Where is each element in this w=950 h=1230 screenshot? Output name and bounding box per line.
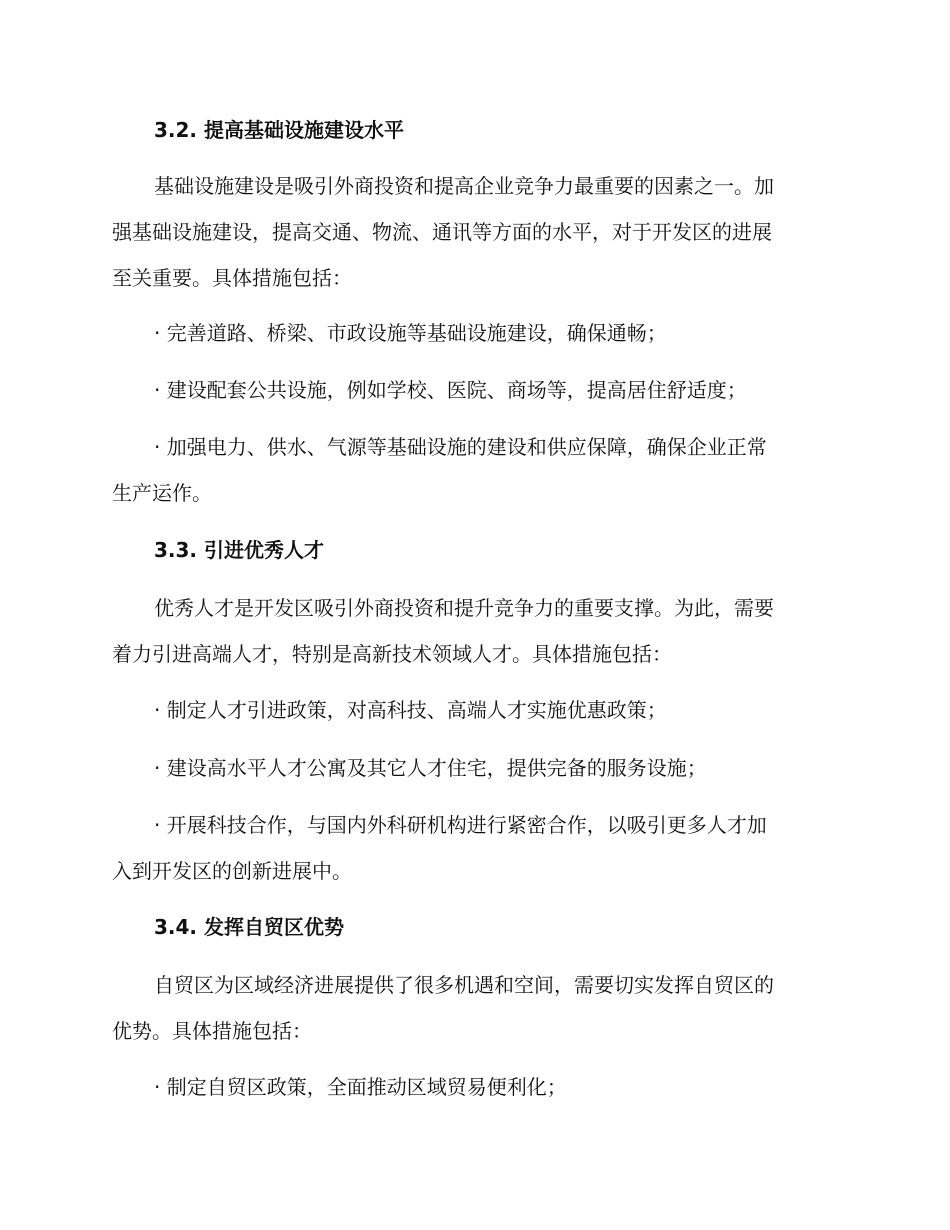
bullet-item	[112, 687, 832, 733]
section-paragraph	[112, 163, 832, 301]
section-paragraph	[112, 585, 832, 677]
section-3-3	[112, 527, 832, 573]
bullet-item	[112, 367, 832, 413]
bullet-text: · 完善道路、桥梁、市政设施等基础设施建设，确保通畅；	[154, 321, 667, 345]
bullet-item	[112, 1064, 832, 1110]
section-heading: 3.2. 提高基础设施建设水平	[154, 118, 404, 142]
bullet-text: · 开展科技合作，与国内外科研机构进行紧密合作，以吸引更多人才加	[154, 813, 767, 837]
paragraph-line: 基础设施建设是吸引外商投资和提高企业竞争力最重要的因素之一。加	[154, 174, 774, 198]
bullet-text: · 建设配套公共设施，例如学校、医院、商场等，提高居住舒适度；	[154, 378, 747, 402]
bullet-item	[112, 802, 832, 894]
bullet-text: · 制定自贸区政策，全面推动区域贸易便利化；	[154, 1075, 567, 1099]
section-heading: 3.4. 发挥自贸区优势	[154, 915, 344, 939]
bullet-item	[112, 424, 832, 516]
paragraph-line: 着力引进高端人才，特别是高新技术领域人才。具体措施包括：	[112, 642, 672, 666]
paragraph-line: 自贸区为区域经济进展提供了很多机遇和空间，需要切实发挥自贸区的	[154, 973, 774, 997]
bullet-item	[112, 745, 832, 791]
bullet-text: · 制定人才引进政策，对高科技、高端人才实施优惠政策；	[154, 698, 667, 722]
bullet-text: · 建设高水平人才公寓及其它人才住宅，提供完备的服务设施；	[154, 756, 707, 780]
bullet-text: · 加强电力、供水、气源等基础设施的建设和供应保障，确保企业正常	[154, 435, 767, 459]
section-3-4	[112, 904, 832, 950]
paragraph-line: 优秀人才是开发区吸引外商投资和提升竞争力的重要支撑。为此，需要	[154, 596, 774, 620]
section-heading: 3.3. 引进优秀人才	[154, 538, 324, 562]
bullet-item	[112, 310, 832, 356]
bullet-text-continued: 生产运作。	[112, 481, 212, 505]
section-paragraph	[112, 962, 832, 1054]
paragraph-line: 优势。具体措施包括：	[112, 1019, 312, 1043]
section-3-2	[112, 107, 832, 153]
paragraph-line: 强基础设施建设，提高交通、物流、通讯等方面的水平，对于开发区的进展	[112, 220, 772, 244]
paragraph-line: 至关重要。具体措施包括：	[112, 266, 352, 290]
bullet-text-continued: 入到开发区的创新进展中。	[112, 859, 352, 883]
